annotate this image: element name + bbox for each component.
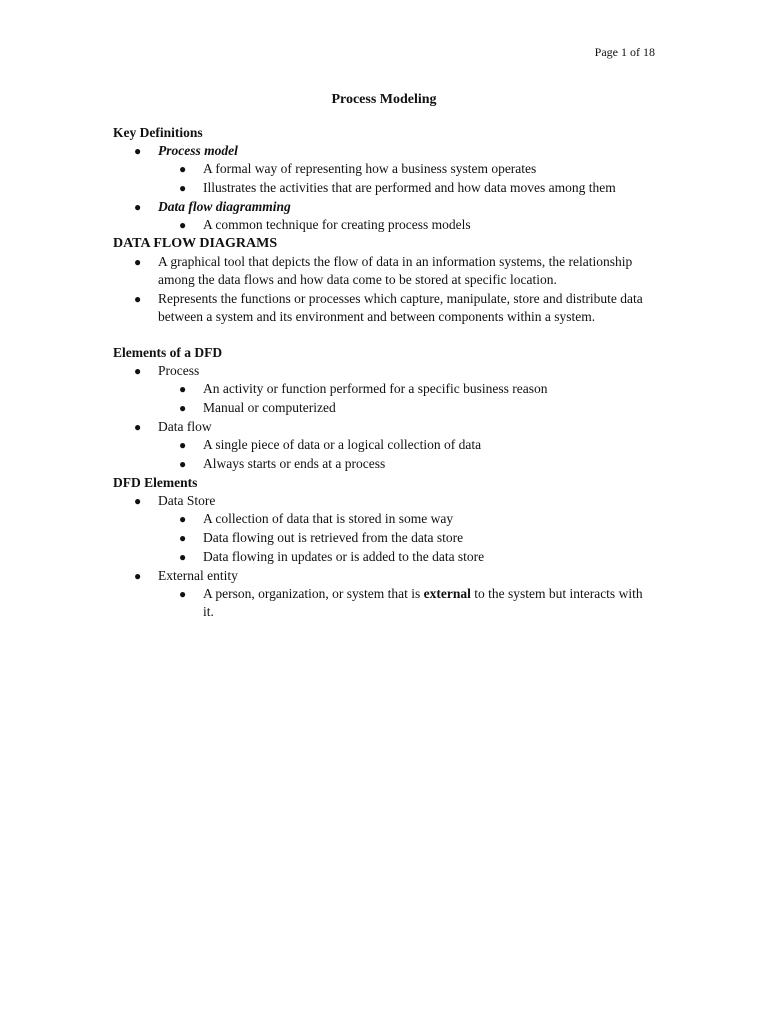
list-item-text xyxy=(203,586,643,619)
list-item xyxy=(113,418,643,473)
bullet-icon: ● xyxy=(134,200,142,214)
bullet-icon: ● xyxy=(134,420,142,434)
bullet-icon: ● xyxy=(134,494,142,508)
list-item-label: Data flow xyxy=(158,419,212,434)
term-data-flow-diagramming: Data flow diagramming xyxy=(158,199,291,214)
list-item xyxy=(158,380,643,398)
section-heading-key-definitions: Key Definitions xyxy=(113,125,203,140)
list-item xyxy=(158,436,643,454)
term-process-model: Process model xyxy=(158,143,238,158)
list-item xyxy=(113,362,643,417)
list-item xyxy=(158,216,643,234)
sub-list xyxy=(158,585,643,621)
list-item-text: Manual or computerized xyxy=(203,400,336,415)
list-item xyxy=(158,548,643,566)
document-body xyxy=(113,124,643,622)
sub-list xyxy=(158,160,643,197)
list-item xyxy=(113,290,643,326)
list-item-text: A formal way of representing how a business system operates xyxy=(203,161,537,176)
bullet-icon: ● xyxy=(179,438,187,452)
emphasis-external: external xyxy=(423,586,471,601)
bullet-icon: ● xyxy=(179,401,187,415)
list-item-label: Process xyxy=(158,363,200,378)
data-flow-diagrams-list xyxy=(113,253,643,326)
list-item xyxy=(113,198,643,234)
list-item-text: Represents the functions or processes which capture, manipulate, store and distribute data between a system and its environment and between components within a system. xyxy=(158,291,643,324)
bullet-icon: ● xyxy=(179,218,187,232)
list-item xyxy=(113,142,643,197)
text-segment: A person, organization, or system that is xyxy=(203,586,424,601)
bullet-icon: ● xyxy=(179,531,187,545)
bullet-icon: ● xyxy=(179,550,187,564)
elements-of-dfd-list xyxy=(113,362,643,473)
list-item xyxy=(158,585,643,621)
list-item xyxy=(113,253,643,289)
list-item xyxy=(158,529,643,547)
bullet-icon: ● xyxy=(179,512,187,526)
section-heading-data-flow-diagrams: DATA FLOW DIAGRAMS xyxy=(113,236,278,251)
section-heading-elements-of-dfd: Elements of a DFD xyxy=(113,345,223,360)
list-item-text: A collection of data that is stored in some way xyxy=(203,511,454,526)
list-item-text: Data flowing in updates or is added to the data store xyxy=(203,549,485,564)
list-item-text: A graphical tool that depicts the flow of data in an information systems, the relationship among the data flows and how data come to be stored at specific location. xyxy=(158,254,633,287)
bullet-icon: ● xyxy=(179,181,187,195)
page-number: Page 1 of 18 xyxy=(594,45,655,59)
list-item-text: A single piece of data or a logical collection of data xyxy=(203,437,482,452)
list-item-label: Data Store xyxy=(158,493,216,508)
bullet-icon: ● xyxy=(134,292,142,306)
bullet-icon: ● xyxy=(134,255,142,269)
list-item xyxy=(158,179,643,197)
list-item xyxy=(158,510,643,528)
list-item xyxy=(158,399,643,417)
sub-list xyxy=(158,436,643,473)
sub-list xyxy=(158,216,643,234)
dfd-elements-list xyxy=(113,492,643,621)
list-item-text: Always starts or ends at a process xyxy=(203,456,386,471)
list-item xyxy=(158,160,643,178)
list-item-text: A common technique for creating process models xyxy=(203,217,471,232)
list-item-label: External entity xyxy=(158,568,238,583)
bullet-icon: ● xyxy=(179,382,187,396)
list-item xyxy=(158,455,643,473)
list-item xyxy=(113,492,643,566)
sub-list xyxy=(158,510,643,566)
text-segment: to the system but interacts with it. xyxy=(203,586,643,619)
list-item-text: An activity or function performed for a specific business reason xyxy=(203,381,548,396)
list-item-text: Data flowing out is retrieved from the data store xyxy=(203,530,464,545)
bullet-icon: ● xyxy=(179,457,187,471)
bullet-icon: ● xyxy=(134,144,142,158)
key-definitions-list xyxy=(113,142,643,234)
section-heading-dfd-elements: DFD Elements xyxy=(113,475,198,490)
bullet-icon: ● xyxy=(179,162,187,176)
document-title: Process Modeling xyxy=(331,92,437,107)
bullet-icon: ● xyxy=(134,569,142,583)
list-item-text: Illustrates the activities that are performed and how data moves among them xyxy=(203,180,616,195)
list-item xyxy=(113,567,643,621)
sub-list xyxy=(158,380,643,417)
spacer xyxy=(113,327,643,344)
bullet-icon: ● xyxy=(179,587,187,601)
bullet-icon: ● xyxy=(134,364,142,378)
